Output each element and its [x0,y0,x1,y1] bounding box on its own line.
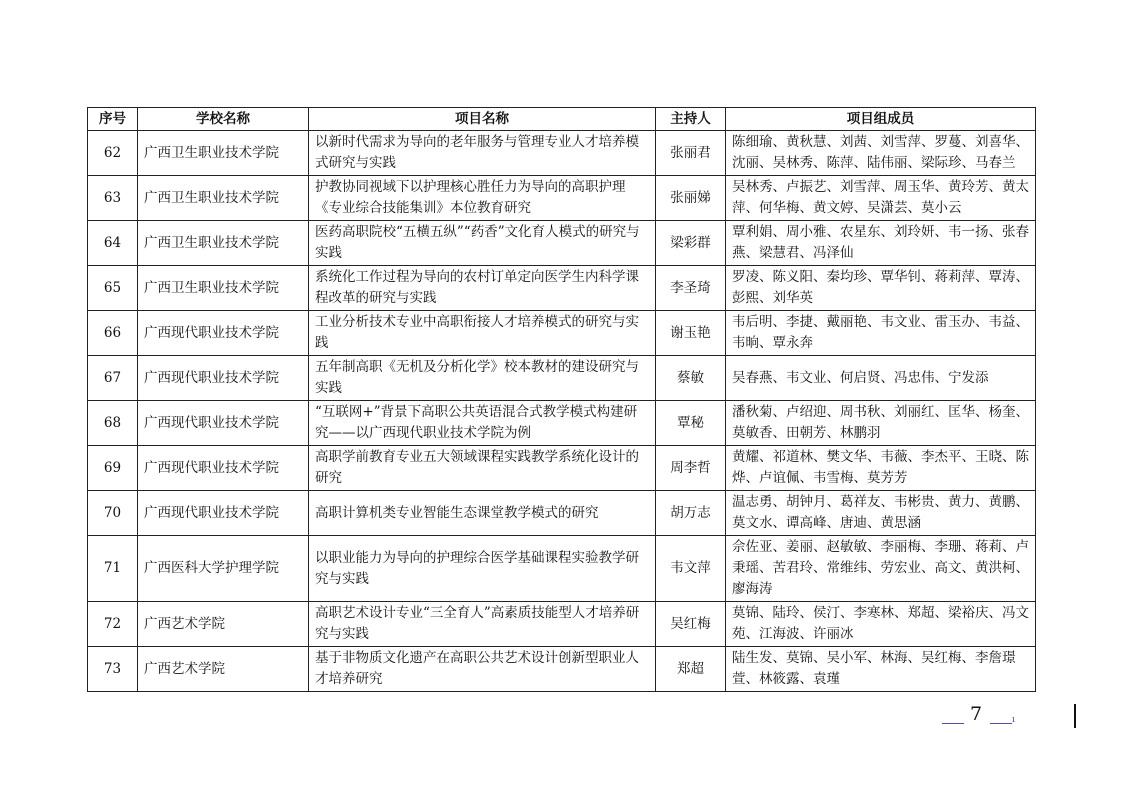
row-leader: 张丽君 [656,131,726,176]
header-project-title: 项目名称 [309,108,656,131]
row-members: 佘佐亚、姜丽、赵敏敏、李丽梅、李珊、蒋莉、卢秉瑶、苦君玲、常维纬、劳宏业、高文、黄洪柯、廖海涛 [726,536,1036,602]
page-footer [940,703,1040,733]
row-school: 广西医科大学护理学院 [138,536,309,602]
table-row [88,311,1036,356]
row-school: 广西艺术学院 [138,647,309,692]
row-members: 韦后明、李捷、戴丽艳、韦文业、雷玉办、韦益、韦晌、覃永奔 [726,311,1036,356]
row-members: 潘秋菊、卢绍迎、周书秋、刘丽红、匡华、杨奎、莫敏香、田朝芳、林鹏羽 [726,401,1036,446]
row-members: 覃利娟、周小雅、农星东、刘玲妍、韦一扬、张春燕、梁慧君、冯泽仙 [726,221,1036,266]
row-project-title: 护教协同视域下以护理核心胜任力为导向的高职护理《专业综合技能集训》本位教育研究 [309,176,656,221]
header-leader: 主持人 [656,108,726,131]
row-school: 广西卫生职业技术学院 [138,176,309,221]
table-row [88,536,1036,602]
row-no: 68 [88,401,138,446]
row-school: 广西现代职业技术学院 [138,446,309,491]
row-project-title: “互联网+”背景下高职公共英语混合式教学模式构建研究——以广西现代职业技术学院为例 [309,401,656,446]
table-row [88,131,1036,176]
row-members: 黄耀、祁道林、樊文华、韦薇、李杰平、王晓、陈烨、卢谊佩、韦雪梅、莫芳芳 [726,446,1036,491]
row-members: 吴春燕、韦文业、何启贤、冯忠伟、宁发添 [726,356,1036,401]
row-project-title: 以职业能力为导向的护理综合医学基础课程实验教学研究与实践 [309,536,656,602]
row-leader: 梁彩群 [656,221,726,266]
row-project-title: 系统化工作过程为导向的农村订单定向医学生内科学课程改革的研究与实践 [309,266,656,311]
row-school: 广西卫生职业技术学院 [138,221,309,266]
row-leader: 张丽娣 [656,176,726,221]
table-row [88,602,1036,647]
row-members: 莫锦、陆玲、侯汀、李寒林、郑超、梁裕庆、冯文苑、江海波、许丽冰 [726,602,1036,647]
row-leader: 吴红梅 [656,602,726,647]
row-school: 广西现代职业技术学院 [138,356,309,401]
row-leader: 蔡敏 [656,356,726,401]
row-members: 陆生发、莫锦、吴小军、林海、吴红梅、李詹璟萱、林筱露、袁瑾 [726,647,1036,692]
table-row [88,647,1036,692]
row-school: 广西卫生职业技术学院 [138,131,309,176]
table-row [88,221,1036,266]
row-no: 72 [88,602,138,647]
row-no: 62 [88,131,138,176]
row-leader: 李圣琦 [656,266,726,311]
table-row [88,491,1036,536]
row-school: 广西艺术学院 [138,602,309,647]
row-leader: 郑超 [656,647,726,692]
row-no: 73 [88,647,138,692]
row-leader: 周李哲 [656,446,726,491]
footer-mark: ı [1012,715,1015,725]
row-members: 吴林秀、卢振艺、刘雪萍、周玉华、黄玲芳、黄太萍、何华梅、黄文婷、吴潇芸、莫小云 [726,176,1036,221]
row-project-title: 五年制高职《无机及分析化学》校本教材的建设研究与实践 [309,356,656,401]
table-row [88,176,1036,221]
row-leader: 谢玉艳 [656,311,726,356]
header-school: 学校名称 [138,108,309,131]
row-project-title: 高职艺术设计专业“三全育人”高素质技能型人才培养研究与实践 [309,602,656,647]
row-no: 65 [88,266,138,311]
row-no: 67 [88,356,138,401]
row-no: 66 [88,311,138,356]
row-leader: 韦文萍 [656,536,726,602]
row-members: 罗凌、陈义阳、秦均珍、覃华钊、蒋莉萍、覃涛、彭熙、刘华英 [726,266,1036,311]
row-project-title: 以新时代需求为导向的老年服务与管理专业人才培养模式研究与实践 [309,131,656,176]
footer-dash-right [990,723,1012,724]
row-no: 71 [88,536,138,602]
row-no: 64 [88,221,138,266]
row-members: 温志勇、胡钟月、葛祥友、韦彬贵、黄力、黄鹏、莫文水、谭高峰、唐迪、黄思涵 [726,491,1036,536]
row-school: 广西现代职业技术学院 [138,491,309,536]
row-school: 广西现代职业技术学院 [138,401,309,446]
row-school: 广西现代职业技术学院 [138,311,309,356]
row-project-title: 基于非物质文化遗产在高职公共艺术设计创新型职业人才培养研究 [309,647,656,692]
row-project-title: 医药高职院校“五横五纵”“药香”文化育人模式的研究与实践 [309,221,656,266]
table-row [88,446,1036,491]
row-leader: 覃秘 [656,401,726,446]
header-no: 序号 [88,108,138,131]
footer-dash-left [942,723,964,724]
row-no: 70 [88,491,138,536]
row-project-title: 高职计算机类专业智能生态课堂教学模式的研究 [309,491,656,536]
table-header-row [88,108,1036,131]
row-members: 陈细瑜、黄秋慧、刘茜、刘雪萍、罗蔓、刘喜华、沈丽、吴林秀、陈萍、陆伟丽、梁际珍、马春兰 [726,131,1036,176]
row-project-title: 工业分析技术专业中高职衔接人才培养模式的研究与实践 [309,311,656,356]
page-number: 7 [969,703,983,725]
margin-bar [1074,704,1076,728]
row-project-title: 高职学前教育专业五大领域课程实践教学系统化设计的研究 [309,446,656,491]
header-members: 项目组成员 [726,108,1036,131]
table-row [88,401,1036,446]
projects-table [87,107,1036,692]
row-no: 63 [88,176,138,221]
table-row [88,266,1036,311]
row-no: 69 [88,446,138,491]
row-leader: 胡万志 [656,491,726,536]
table-row [88,356,1036,401]
row-school: 广西卫生职业技术学院 [138,266,309,311]
